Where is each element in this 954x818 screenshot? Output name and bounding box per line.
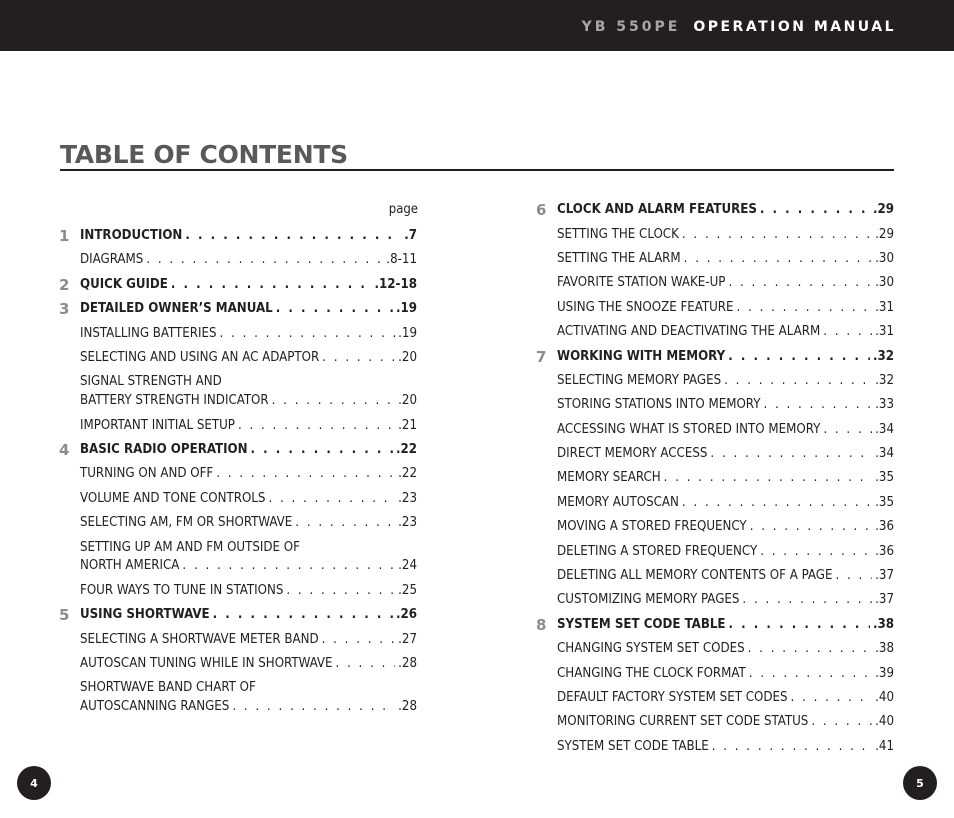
toc-label: SYSTEM SET CODE TABLE	[557, 739, 709, 754]
leader-dots	[749, 665, 872, 683]
leader-dots	[728, 348, 870, 366]
toc-page: .29	[872, 202, 894, 217]
toc-entry-batteries[interactable]	[80, 325, 417, 343]
toc-label: ACTIVATING AND DEACTIVATING THE ALARM	[557, 324, 821, 339]
leader-dots	[146, 251, 383, 269]
toc-page: .30	[875, 251, 894, 266]
toc-page: .32	[872, 349, 894, 364]
toc-label: SELECTING AND USING AN AC ADAPTOR	[80, 350, 320, 365]
toc-label: BASIC RADIO OPERATION	[80, 442, 248, 457]
leader-dots	[185, 227, 401, 245]
leader-dots	[760, 201, 870, 219]
toc-entry-memory-autoscan[interactable]	[557, 494, 894, 512]
leader-dots	[335, 655, 395, 673]
toc-label: TURNING ON AND OFF	[80, 466, 214, 481]
toc-label: ACCESSING WHAT IS STORED INTO MEMORY	[557, 422, 821, 437]
toc-page: .37	[875, 568, 894, 583]
leader-dots	[664, 469, 872, 487]
toc-page: .20	[398, 350, 417, 365]
model-name: YB 550PE	[581, 19, 681, 35]
toc-entry-autoscanning-ranges[interactable]	[80, 698, 417, 716]
leader-dots	[760, 543, 872, 561]
toc-entry-direct-access[interactable]	[557, 445, 894, 463]
toc-entry-quick-guide[interactable]	[80, 276, 417, 294]
toc-label: USING SHORTWAVE	[80, 607, 210, 622]
toc-page: .32	[875, 373, 894, 388]
toc-page: .23	[398, 515, 417, 530]
leader-dots	[823, 421, 872, 439]
toc-entry-monitoring-status[interactable]	[557, 713, 894, 731]
leader-dots	[286, 582, 395, 600]
chapter-number: 6	[536, 201, 547, 219]
leader-dots	[213, 606, 393, 624]
leader-dots	[216, 465, 395, 483]
toc-label: CHANGING THE CLOCK FORMAT	[557, 666, 746, 681]
toc-page: .38	[875, 641, 894, 656]
toc-entry-basic-radio[interactable]	[80, 441, 417, 459]
toc-entry-changing-codes[interactable]	[557, 640, 894, 658]
toc-label: SETTING THE CLOCK	[557, 227, 679, 242]
leader-dots	[276, 300, 393, 318]
leader-dots	[811, 713, 872, 731]
toc-page: .41	[875, 739, 894, 754]
chapter-number: 3	[59, 300, 70, 318]
chapter-number: 8	[536, 616, 547, 634]
toc-label: SELECTING AM, FM OR SHORTWAVE	[80, 515, 293, 530]
toc-page: .27	[398, 632, 417, 647]
toc-entry-activating-alarm[interactable]	[557, 323, 894, 341]
toc-page: .22	[395, 442, 417, 457]
toc-label: SETTING THE ALARM	[557, 251, 681, 266]
toc-entry-wake-up[interactable]	[557, 274, 894, 292]
toc-entry-system-set-code-table[interactable]	[557, 616, 894, 634]
toc-label: INTRODUCTION	[80, 228, 183, 243]
leader-dots	[763, 396, 872, 414]
toc-label: CUSTOMIZING MEMORY PAGES	[557, 592, 740, 607]
toc-entry-chart-line1: SHORTWAVE BAND CHART OF	[80, 680, 256, 695]
toc-page: .30	[875, 275, 894, 290]
toc-label: DEFAULT FACTORY SYSTEM SET CODES	[557, 690, 788, 705]
toc-entry-clock-alarm[interactable]	[557, 201, 894, 219]
toc-label: BATTERY STRENGTH INDICATOR	[80, 393, 269, 408]
toc-label: DIAGRAMS	[80, 252, 144, 267]
page-title: TABLE OF CONTENTS	[60, 140, 348, 169]
toc-page: .31	[875, 324, 894, 339]
leader-dots	[729, 616, 870, 634]
toc-entry-deleting-all[interactable]	[557, 567, 894, 585]
toc-entry-set-code-table[interactable]	[557, 738, 894, 756]
leader-dots	[272, 392, 395, 410]
toc-entry-outside-line1: SETTING UP AM AND FM OUTSIDE OF	[80, 540, 300, 555]
toc-entry-battery-indicator[interactable]	[80, 392, 417, 410]
toc-label: MONITORING CURRENT SET CODE STATUS	[557, 714, 809, 729]
toc-page: .36	[875, 544, 894, 559]
toc-label: CLOCK AND ALARM FEATURES	[557, 202, 757, 217]
toc-page: .31	[875, 300, 894, 315]
leader-dots	[682, 226, 872, 244]
toc-page: .40	[875, 690, 894, 705]
toc-entry-autoscan-tuning[interactable]	[80, 655, 417, 673]
leader-dots	[182, 557, 395, 575]
leader-dots	[295, 514, 395, 532]
toc-page: .12-18	[374, 277, 417, 292]
toc-page: .20	[398, 393, 417, 408]
toc-label: DETAILED OWNER’S MANUAL	[80, 301, 273, 316]
toc-entry-using-shortwave[interactable]	[80, 606, 417, 624]
toc-entry-initial-setup[interactable]	[80, 417, 417, 435]
left-page-number: 4	[17, 766, 51, 800]
leader-dots	[712, 738, 872, 756]
toc-page: .39	[875, 666, 894, 681]
toc-label: QUICK GUIDE	[80, 277, 168, 292]
toc-entry-am-fm-sw[interactable]	[80, 514, 417, 532]
toc-entry-detailed-manual[interactable]	[80, 300, 417, 318]
toc-label: VOLUME AND TONE CONTROLS	[80, 491, 266, 506]
leader-dots	[742, 591, 872, 609]
toc-page: .34	[875, 422, 894, 437]
toc-page: .28	[398, 656, 417, 671]
leader-dots	[724, 372, 872, 390]
toc-label: WORKING WITH MEMORY	[557, 349, 726, 364]
title-rule	[60, 169, 894, 171]
toc-entry-volume-tone[interactable]	[80, 490, 417, 508]
toc-label: CHANGING SYSTEM SET CODES	[557, 641, 745, 656]
leader-dots	[322, 349, 395, 367]
toc-entry-on-off[interactable]	[80, 465, 417, 483]
toc-entry-storing-stations[interactable]	[557, 396, 894, 414]
toc-entry-meter-band[interactable]	[80, 631, 417, 649]
toc-entry-memory-pages[interactable]	[557, 372, 894, 390]
toc-label: SELECTING A SHORTWAVE METER BAND	[80, 632, 319, 647]
toc-entry-four-ways[interactable]	[80, 582, 417, 600]
toc-entry-default-codes[interactable]	[557, 689, 894, 707]
toc-page: .35	[875, 495, 894, 510]
toc-page: .37	[875, 592, 894, 607]
toc-label: STORING STATIONS INTO MEMORY	[557, 397, 761, 412]
chapter-number: 2	[59, 276, 70, 294]
toc-entry-ac-adaptor[interactable]	[80, 349, 417, 367]
leader-dots	[823, 323, 872, 341]
toc-label: AUTOSCAN TUNING WHILE IN SHORTWAVE	[80, 656, 333, 671]
leader-dots	[750, 518, 872, 536]
toc-label: USING THE SNOOZE FEATURE	[557, 300, 734, 315]
chapter-number: 1	[59, 227, 70, 245]
toc-label: NORTH AMERICA	[80, 558, 180, 573]
leader-dots	[220, 325, 396, 343]
toc-page: .34	[875, 446, 894, 461]
toc-label: DELETING A STORED FREQUENCY	[557, 544, 758, 559]
toc-page: .7	[404, 228, 417, 243]
toc-page: .28	[398, 699, 417, 714]
toc-entry-deleting-frequency[interactable]	[557, 543, 894, 561]
toc-label: SELECTING MEMORY PAGES	[557, 373, 722, 388]
toc-page: .40	[875, 714, 894, 729]
chapter-number: 5	[59, 606, 70, 624]
toc-page: .24	[398, 558, 417, 573]
toc-page: .21	[398, 418, 417, 433]
leader-dots	[171, 276, 372, 294]
leader-dots	[737, 299, 873, 317]
leader-dots	[748, 640, 873, 658]
toc-label: INSTALLING BATTERIES	[80, 326, 217, 341]
toc-entry-memory-search[interactable]	[557, 469, 894, 487]
chapter-number: 7	[536, 348, 547, 366]
leader-dots	[835, 567, 872, 585]
manual-label: OPERATION MANUAL	[693, 19, 896, 35]
toc-label: MEMORY AUTOSCAN	[557, 495, 679, 510]
toc-entry-setting-alarm[interactable]	[557, 250, 894, 268]
toc-page: .33	[875, 397, 894, 412]
toc-entry-north-america[interactable]	[80, 557, 417, 575]
leader-dots	[251, 441, 393, 459]
toc-entry-introduction[interactable]	[80, 227, 417, 245]
leader-dots	[238, 417, 395, 435]
toc-entry-accessing-memory[interactable]	[557, 421, 894, 439]
leader-dots	[682, 494, 872, 512]
toc-entry-moving-frequency[interactable]	[557, 518, 894, 536]
toc-entry-working-memory[interactable]	[557, 348, 894, 366]
chapter-number: 4	[59, 441, 70, 459]
toc-label: FOUR WAYS TO TUNE IN STATIONS	[80, 583, 284, 598]
toc-entry-diagrams[interactable]	[80, 251, 417, 269]
toc-entry-signal-line1: SIGNAL STRENGTH AND	[80, 374, 222, 389]
leader-dots	[728, 274, 872, 292]
toc-entry-clock-format[interactable]	[557, 665, 894, 683]
leader-dots	[232, 698, 395, 716]
toc-page: .35	[875, 470, 894, 485]
leader-dots	[791, 689, 873, 707]
toc-entry-snooze[interactable]	[557, 299, 894, 317]
leader-dots	[268, 490, 395, 508]
toc-label: IMPORTANT INITIAL SETUP	[80, 418, 235, 433]
toc-page: .19	[398, 326, 417, 341]
toc-label: SYSTEM SET CODE TABLE	[557, 617, 726, 632]
toc-page: .38	[872, 617, 894, 632]
toc-label: FAVORITE STATION WAKE-UP	[557, 275, 726, 290]
leader-dots	[710, 445, 872, 463]
right-page-number: 5	[903, 766, 937, 800]
leader-dots	[684, 250, 872, 268]
toc-label: DIRECT MEMORY ACCESS	[557, 446, 708, 461]
toc-label: MEMORY SEARCH	[557, 470, 661, 485]
toc-page: .22	[398, 466, 417, 481]
toc-entry-setting-clock[interactable]	[557, 226, 894, 244]
header-title	[582, 19, 896, 35]
toc-page: .26	[395, 607, 417, 622]
toc-label: DELETING ALL MEMORY CONTENTS OF A PAGE	[557, 568, 833, 583]
page-column-label: page	[388, 202, 418, 217]
toc-label: MOVING A STORED FREQUENCY	[557, 519, 747, 534]
toc-page: .29	[875, 227, 894, 242]
toc-label: AUTOSCANNING RANGES	[80, 699, 230, 714]
toc-page: .23	[398, 491, 417, 506]
toc-page: .25	[398, 583, 417, 598]
toc-page: .36	[875, 519, 894, 534]
toc-entry-customizing-pages[interactable]	[557, 591, 894, 609]
toc-page: .8-11	[386, 252, 417, 267]
toc-page: .19	[395, 301, 417, 316]
header-bar	[0, 0, 954, 51]
leader-dots	[322, 631, 396, 649]
